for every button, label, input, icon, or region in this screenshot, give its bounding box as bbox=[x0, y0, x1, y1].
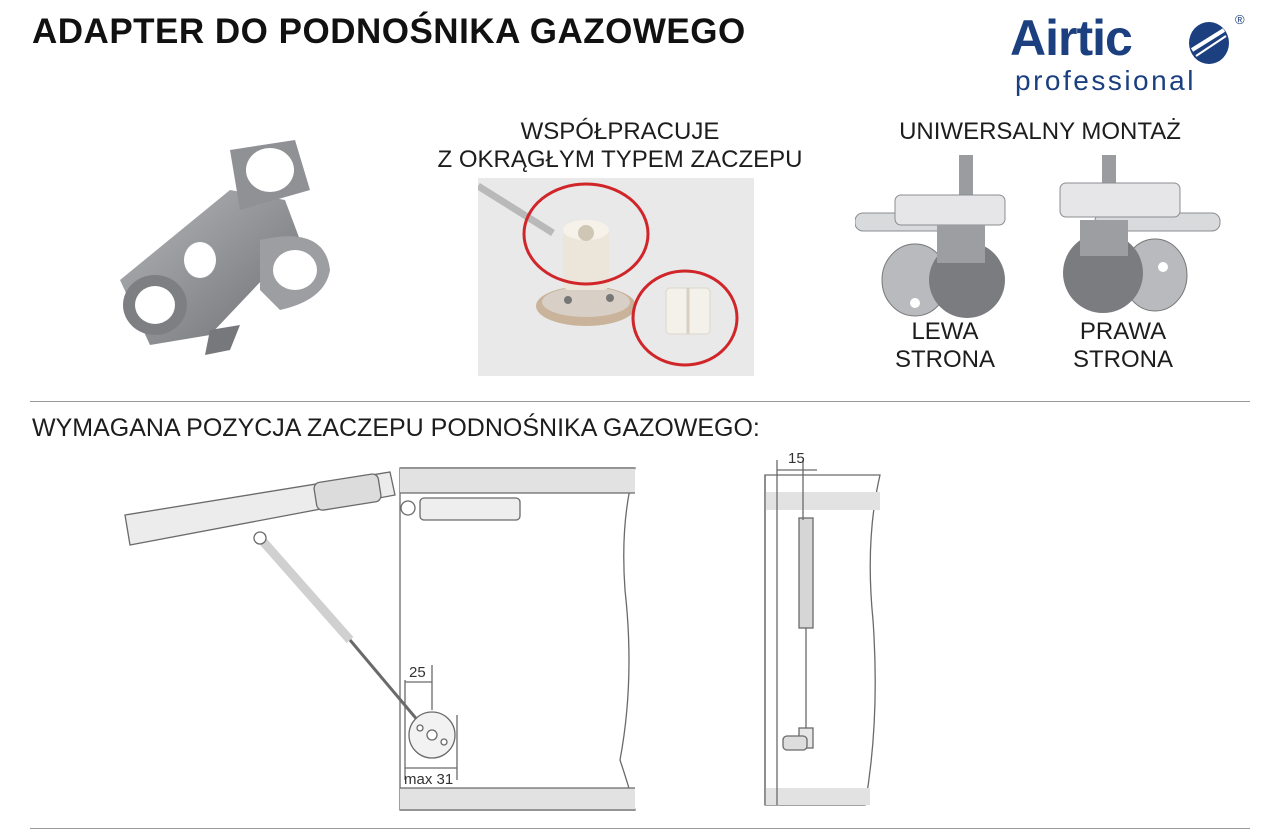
position-front-drawing bbox=[755, 460, 895, 820]
mount-right-line1: PRAWA bbox=[1079, 318, 1167, 345]
dimension-25: 25 bbox=[409, 664, 426, 681]
mount-left-caption bbox=[880, 318, 1010, 374]
logo-subtitle: professional bbox=[1015, 65, 1196, 96]
dimension-max31: max 31 bbox=[404, 771, 454, 788]
section-divider-bottom bbox=[30, 828, 1250, 829]
compat-caption bbox=[420, 118, 820, 174]
mount-sides-image bbox=[855, 155, 1225, 320]
logo-ball-icon bbox=[1186, 20, 1232, 66]
mount-right-caption bbox=[1058, 318, 1188, 374]
logo-registered-mark: ® bbox=[1235, 12, 1245, 27]
page-title: ADAPTER DO PODNOŚNIKA GAZOWEGO bbox=[32, 12, 746, 51]
position-side-drawing bbox=[120, 460, 660, 820]
mount-right-line2: STRONA bbox=[1072, 346, 1173, 373]
dimension-15: 15 bbox=[788, 450, 805, 467]
mount-left-line2: STRONA bbox=[894, 346, 995, 373]
adapter-part-image bbox=[110, 130, 345, 365]
mount-title: UNIWERSALNY MONTAŻ bbox=[899, 118, 1181, 145]
compat-caption-line2: Z OKRĄGŁYM TYPEM ZACZEPU bbox=[437, 146, 803, 173]
brand-logo bbox=[1010, 10, 1260, 100]
section-divider-top bbox=[30, 401, 1250, 402]
position-heading: WYMAGANA POZYCJA ZACZEPU PODNOŚNIKA GAZOWEGO: bbox=[32, 414, 760, 442]
compat-caption-line1: WSPÓŁPRACUJE bbox=[520, 118, 720, 145]
mount-left-line1: LEWA bbox=[911, 318, 979, 345]
logo-brand-text: Airtic bbox=[1010, 10, 1132, 66]
round-mount-photo bbox=[478, 178, 754, 376]
